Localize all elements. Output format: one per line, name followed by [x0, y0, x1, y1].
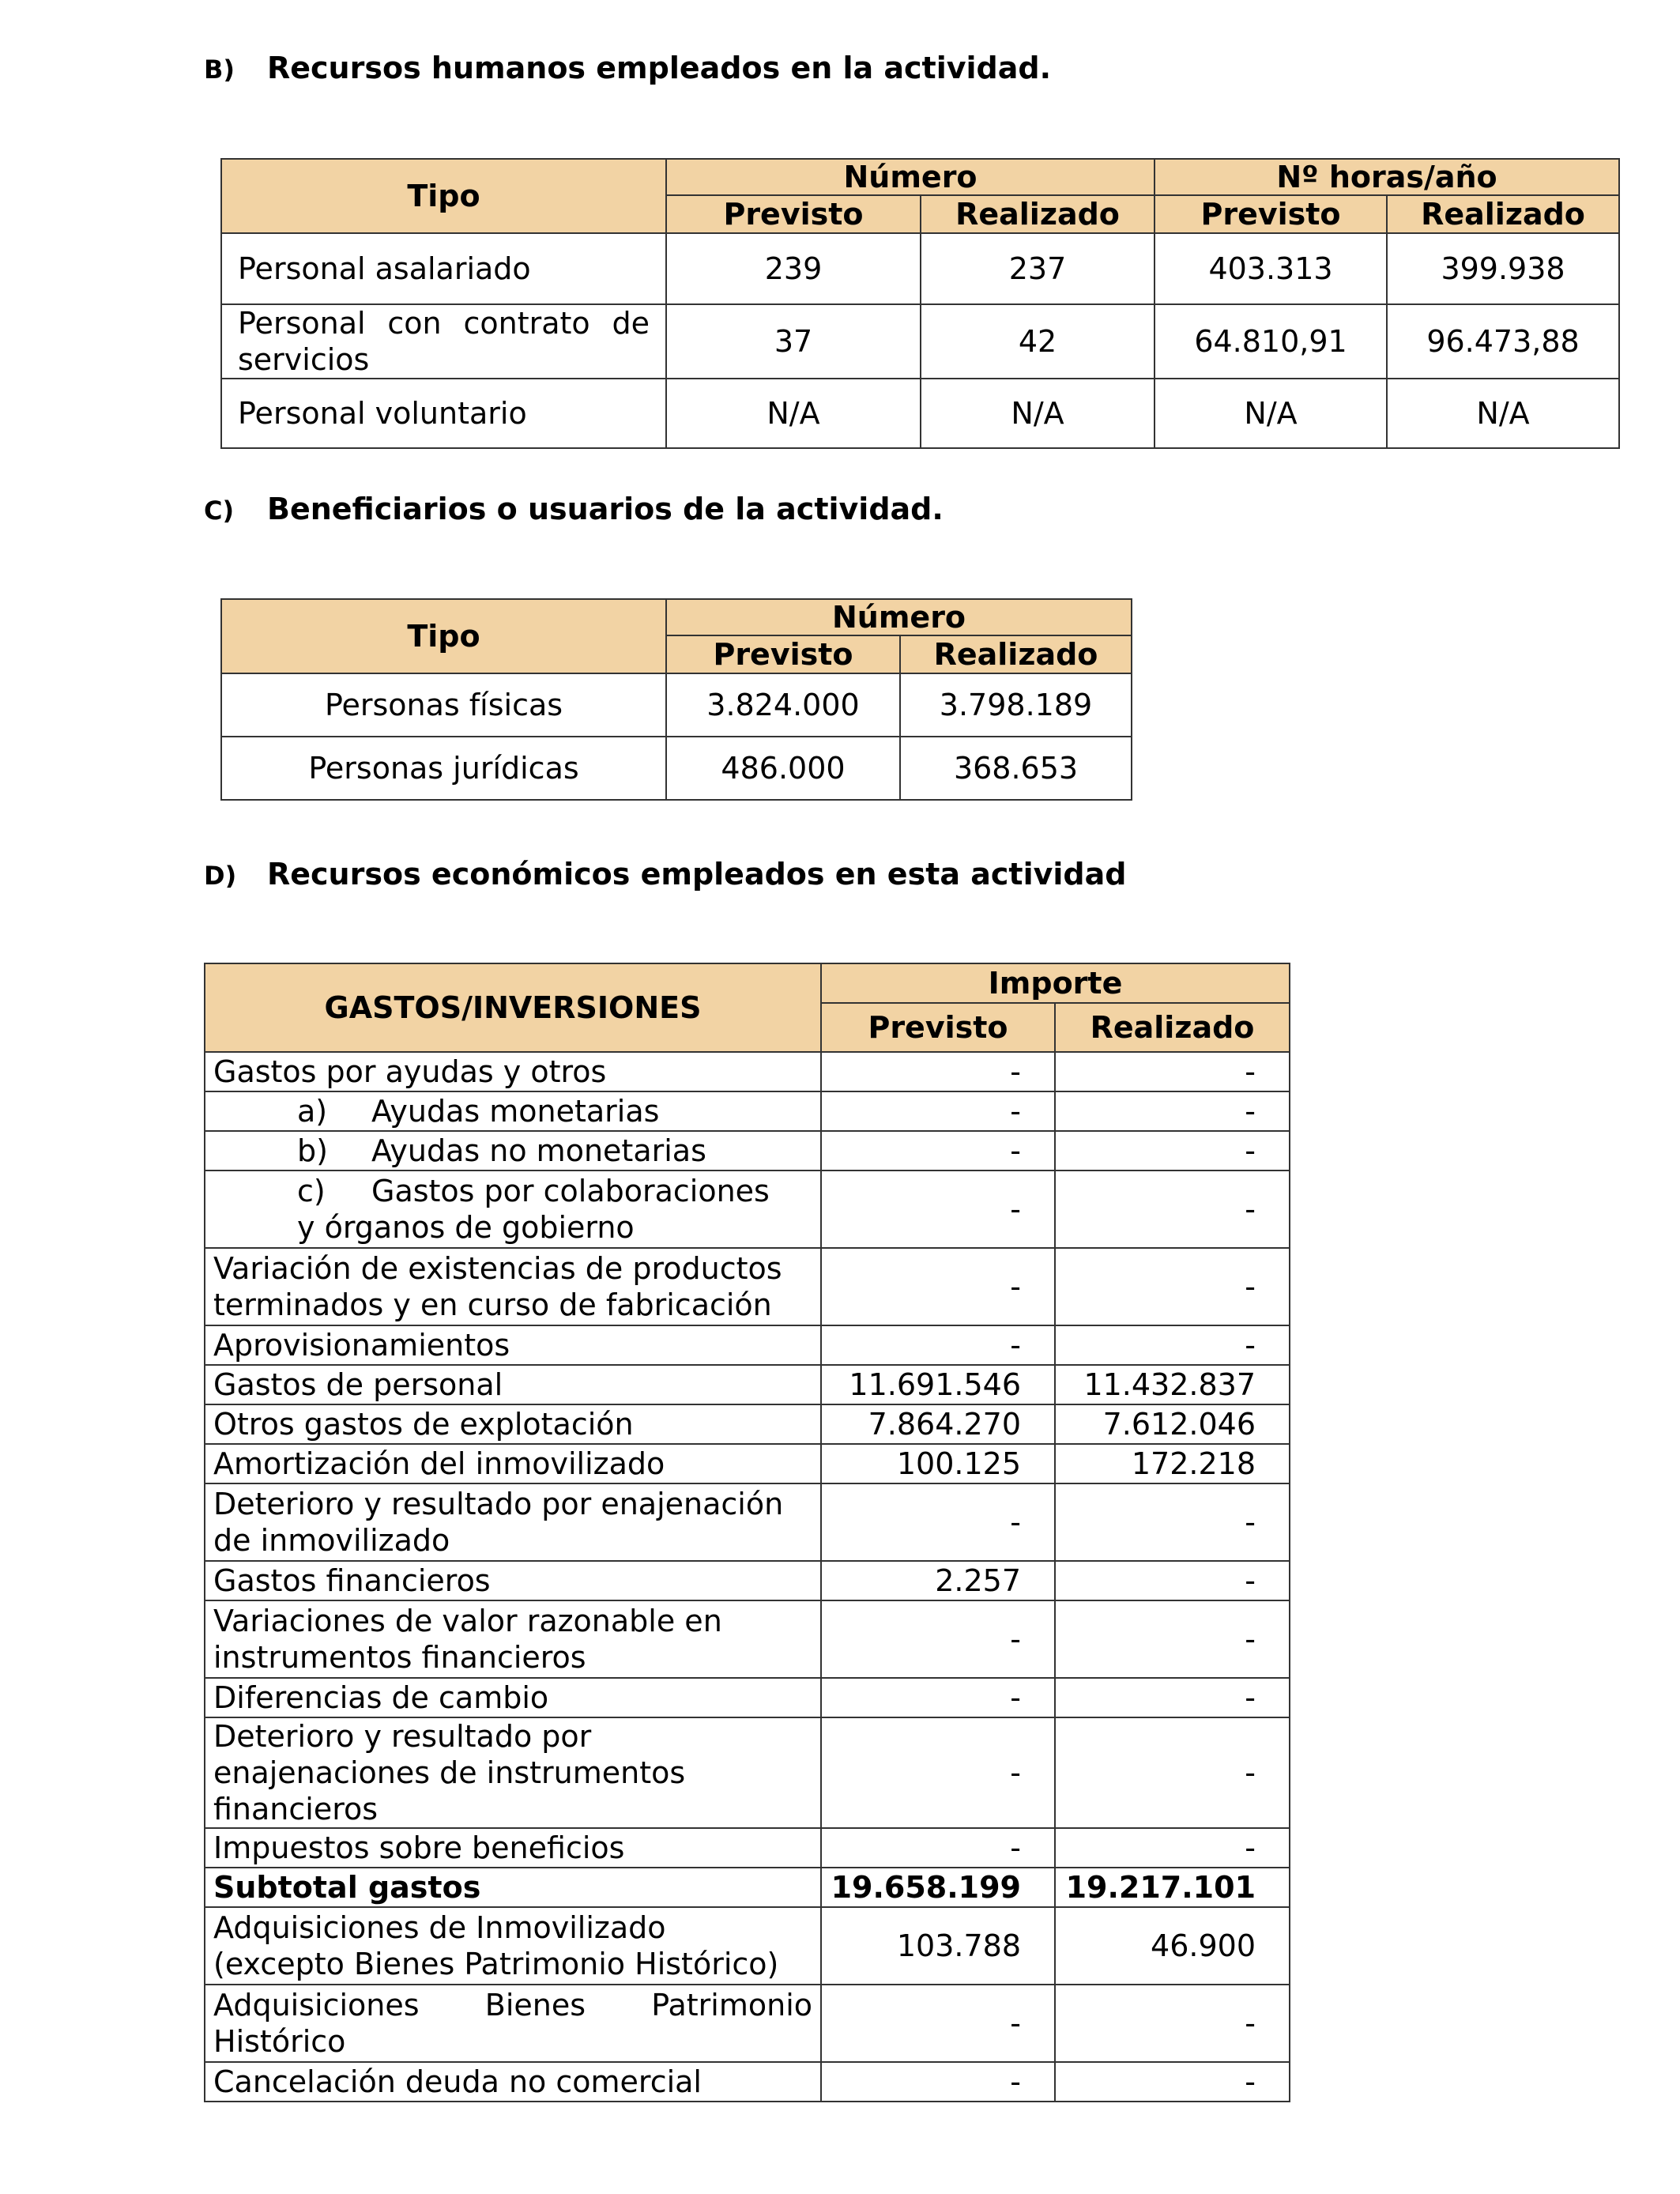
row-previsto: -: [821, 1600, 1055, 1678]
row-num-realizado: 237: [921, 233, 1155, 304]
row-label-cell: [205, 1600, 821, 1678]
table-row: [205, 1561, 1290, 1600]
row-label: Gastos por colaboraciones: [371, 1174, 770, 1208]
header-previsto: Previsto: [666, 635, 900, 673]
row-previsto: -: [821, 1131, 1055, 1171]
row-previsto: 486.000: [666, 737, 900, 800]
header-numero: Número: [666, 159, 1155, 195]
row-num-realizado: N/A: [921, 379, 1155, 448]
header-realizado: Realizado: [1055, 1003, 1290, 1052]
row-realizado: 19.217.101: [1055, 1868, 1290, 1907]
row-label: Cancelación deuda no comercial: [205, 2062, 821, 2102]
section-b-title: Recursos humanos empleados en la actividad.: [267, 51, 1052, 85]
row-tipo: Personas jurídicas: [221, 737, 666, 800]
row-marker: a): [297, 1094, 328, 1129]
header-horas-realizado: Realizado: [1387, 195, 1619, 233]
header-gastos-inversiones: GASTOS/INVERSIONES: [205, 963, 821, 1052]
row-label: Aprovisionamientos: [205, 1325, 821, 1365]
row-label: Subtotal gastos: [205, 1868, 821, 1907]
row-previsto: -: [821, 1828, 1055, 1868]
row-previsto: 11.691.546: [821, 1365, 1055, 1404]
table-row: [205, 1248, 1290, 1325]
row-realizado: -: [1055, 1600, 1290, 1678]
row-label: Gastos financieros: [205, 1561, 821, 1600]
table-row: [221, 673, 1132, 737]
table-row: [205, 1052, 1290, 1091]
table-row: [221, 304, 1619, 379]
row-label: Amortización del inmovilizado: [205, 1444, 821, 1483]
row-realizado: -: [1055, 1091, 1290, 1131]
row-previsto: 103.788: [821, 1907, 1055, 1985]
row-realizado: -: [1055, 1678, 1290, 1717]
table-row: [205, 1483, 1290, 1561]
row-previsto: -: [821, 1678, 1055, 1717]
row-realizado: -: [1055, 1131, 1290, 1171]
row-realizado: 172.218: [1055, 1444, 1290, 1483]
row-previsto: 3.824.000: [666, 673, 900, 737]
table-row: [205, 1678, 1290, 1717]
row-previsto: -: [821, 1985, 1055, 2062]
table-row: [221, 379, 1619, 448]
row-tipo: Personas físicas: [221, 673, 666, 737]
row-label: Gastos por ayudas y otros: [205, 1052, 821, 1091]
table-row: [205, 1325, 1290, 1365]
table-row: [205, 1404, 1290, 1444]
row-label: Diferencias de cambio: [205, 1678, 821, 1717]
row-realizado: -: [1055, 1717, 1290, 1828]
row-label-line2: terminados y en curso de fabricación: [213, 1287, 772, 1322]
row-tipo: Personal asalariado: [221, 233, 666, 304]
row-previsto: -: [821, 1052, 1055, 1091]
table-row: [205, 1717, 1290, 1828]
row-label-line2: (excepto Bienes Patrimonio Histórico): [213, 1947, 779, 1981]
row-realizado: -: [1055, 2062, 1290, 2102]
row-label-cell: [205, 1091, 821, 1131]
row-previsto: -: [821, 1325, 1055, 1365]
header-importe: Importe: [821, 963, 1290, 1003]
header-horas: Nº horas/año: [1155, 159, 1619, 195]
row-realizado: -: [1055, 1325, 1290, 1365]
table-row: [205, 1365, 1290, 1404]
header-realizado: Realizado: [900, 635, 1132, 673]
beneficiaries-table: [220, 598, 1132, 801]
row-horas-previsto: 403.313: [1155, 233, 1387, 304]
row-realizado: -: [1055, 1561, 1290, 1600]
row-label: Adquisiciones de Inmovilizado: [213, 1910, 666, 1945]
human-resources-table: [220, 158, 1620, 449]
row-label-cell: [205, 1131, 821, 1171]
section-c-title: Beneficiarios o usuarios de la actividad.: [267, 492, 944, 526]
table-row: [205, 1828, 1290, 1868]
section-b-heading: [204, 51, 1051, 87]
row-label-line2: instrumentos financieros: [213, 1640, 586, 1675]
row-label: Ayudas no monetarias: [371, 1133, 706, 1168]
subtotal-row: [205, 1868, 1290, 1907]
table-row: [205, 1600, 1290, 1678]
row-label: Adquisiciones Bienes Patrimonio Histórico: [205, 1985, 821, 2062]
row-label: Variación de existencias de productos: [213, 1251, 782, 1286]
row-realizado: 7.612.046: [1055, 1404, 1290, 1444]
row-previsto: -: [821, 1717, 1055, 1828]
table-row: [205, 1985, 1290, 2062]
row-previsto: 100.125: [821, 1444, 1055, 1483]
row-horas-realizado: 399.938: [1387, 233, 1619, 304]
table-row: [205, 1131, 1290, 1171]
header-numero-previsto: Previsto: [666, 195, 921, 233]
header-horas-previsto: Previsto: [1155, 195, 1387, 233]
row-previsto: -: [821, 1483, 1055, 1561]
row-previsto: -: [821, 1091, 1055, 1131]
row-realizado: 3.798.189: [900, 673, 1132, 737]
row-label-cell: [205, 1171, 821, 1248]
row-horas-previsto: 64.810,91: [1155, 304, 1387, 379]
row-previsto: 7.864.270: [821, 1404, 1055, 1444]
row-label-line3: financieros: [213, 1792, 379, 1826]
row-label-line2: enajenaciones de instrumentos: [213, 1755, 686, 1790]
row-horas-realizado: N/A: [1387, 379, 1619, 448]
section-d-title: Recursos económicos empleados en esta actividad: [267, 857, 1127, 892]
section-d-letter: D): [204, 861, 237, 891]
section-b-letter: B): [204, 55, 235, 85]
row-realizado: -: [1055, 1052, 1290, 1091]
row-label: Otros gastos de explotación: [205, 1404, 821, 1444]
table-row: [205, 1171, 1290, 1248]
row-num-realizado: 42: [921, 304, 1155, 379]
row-label-cell: [205, 1483, 821, 1561]
row-label: Ayudas monetarias: [371, 1094, 660, 1129]
row-num-previsto: N/A: [666, 379, 921, 448]
row-label: Impuestos sobre beneficios: [205, 1828, 821, 1868]
row-realizado: 46.900: [1055, 1907, 1290, 1985]
row-previsto: 19.658.199: [821, 1868, 1055, 1907]
row-realizado: -: [1055, 1483, 1290, 1561]
header-numero: Número: [666, 599, 1132, 635]
table-row: [205, 2062, 1290, 2102]
section-d-heading: [204, 857, 1126, 893]
row-label-cell: [205, 1907, 821, 1985]
row-horas-realizado: 96.473,88: [1387, 304, 1619, 379]
row-horas-previsto: N/A: [1155, 379, 1387, 448]
table-row: [205, 1091, 1290, 1131]
section-c-letter: C): [204, 496, 235, 526]
table-row: [221, 737, 1132, 800]
row-label-cell: [205, 1717, 821, 1828]
table-row: [221, 233, 1619, 304]
row-realizado: 11.432.837: [1055, 1365, 1290, 1404]
row-previsto: -: [821, 1171, 1055, 1248]
header-tipo: Tipo: [221, 159, 666, 233]
row-realizado: 368.653: [900, 737, 1132, 800]
row-previsto: 2.257: [821, 1561, 1055, 1600]
header-previsto: Previsto: [821, 1003, 1055, 1052]
row-label-cell: [205, 1248, 821, 1325]
row-num-previsto: 37: [666, 304, 921, 379]
row-label: Deterioro y resultado por enajenación: [213, 1487, 784, 1521]
row-realizado: -: [1055, 1985, 1290, 2062]
row-previsto: -: [821, 2062, 1055, 2102]
row-previsto: -: [821, 1248, 1055, 1325]
row-label: Deterioro y resultado por: [213, 1719, 592, 1754]
row-label: Gastos de personal: [205, 1365, 821, 1404]
row-label-line2: y órganos de gobierno: [297, 1210, 635, 1245]
header-numero-realizado: Realizado: [921, 195, 1155, 233]
row-realizado: -: [1055, 1248, 1290, 1325]
row-marker: c): [297, 1174, 326, 1208]
row-marker: b): [297, 1133, 328, 1168]
row-realizado: -: [1055, 1171, 1290, 1248]
table-row: [205, 1907, 1290, 1985]
row-num-previsto: 239: [666, 233, 921, 304]
row-label: Variaciones de valor razonable en: [213, 1604, 722, 1638]
header-tipo: Tipo: [221, 599, 666, 673]
table-row: [205, 1444, 1290, 1483]
section-c-heading: [204, 492, 944, 528]
row-realizado: -: [1055, 1828, 1290, 1868]
row-label-line2: de inmovilizado: [213, 1523, 450, 1558]
economic-resources-table: [204, 963, 1290, 2102]
row-tipo: Personal con contrato de servicios: [221, 304, 666, 379]
row-tipo: Personal voluntario: [221, 379, 666, 448]
